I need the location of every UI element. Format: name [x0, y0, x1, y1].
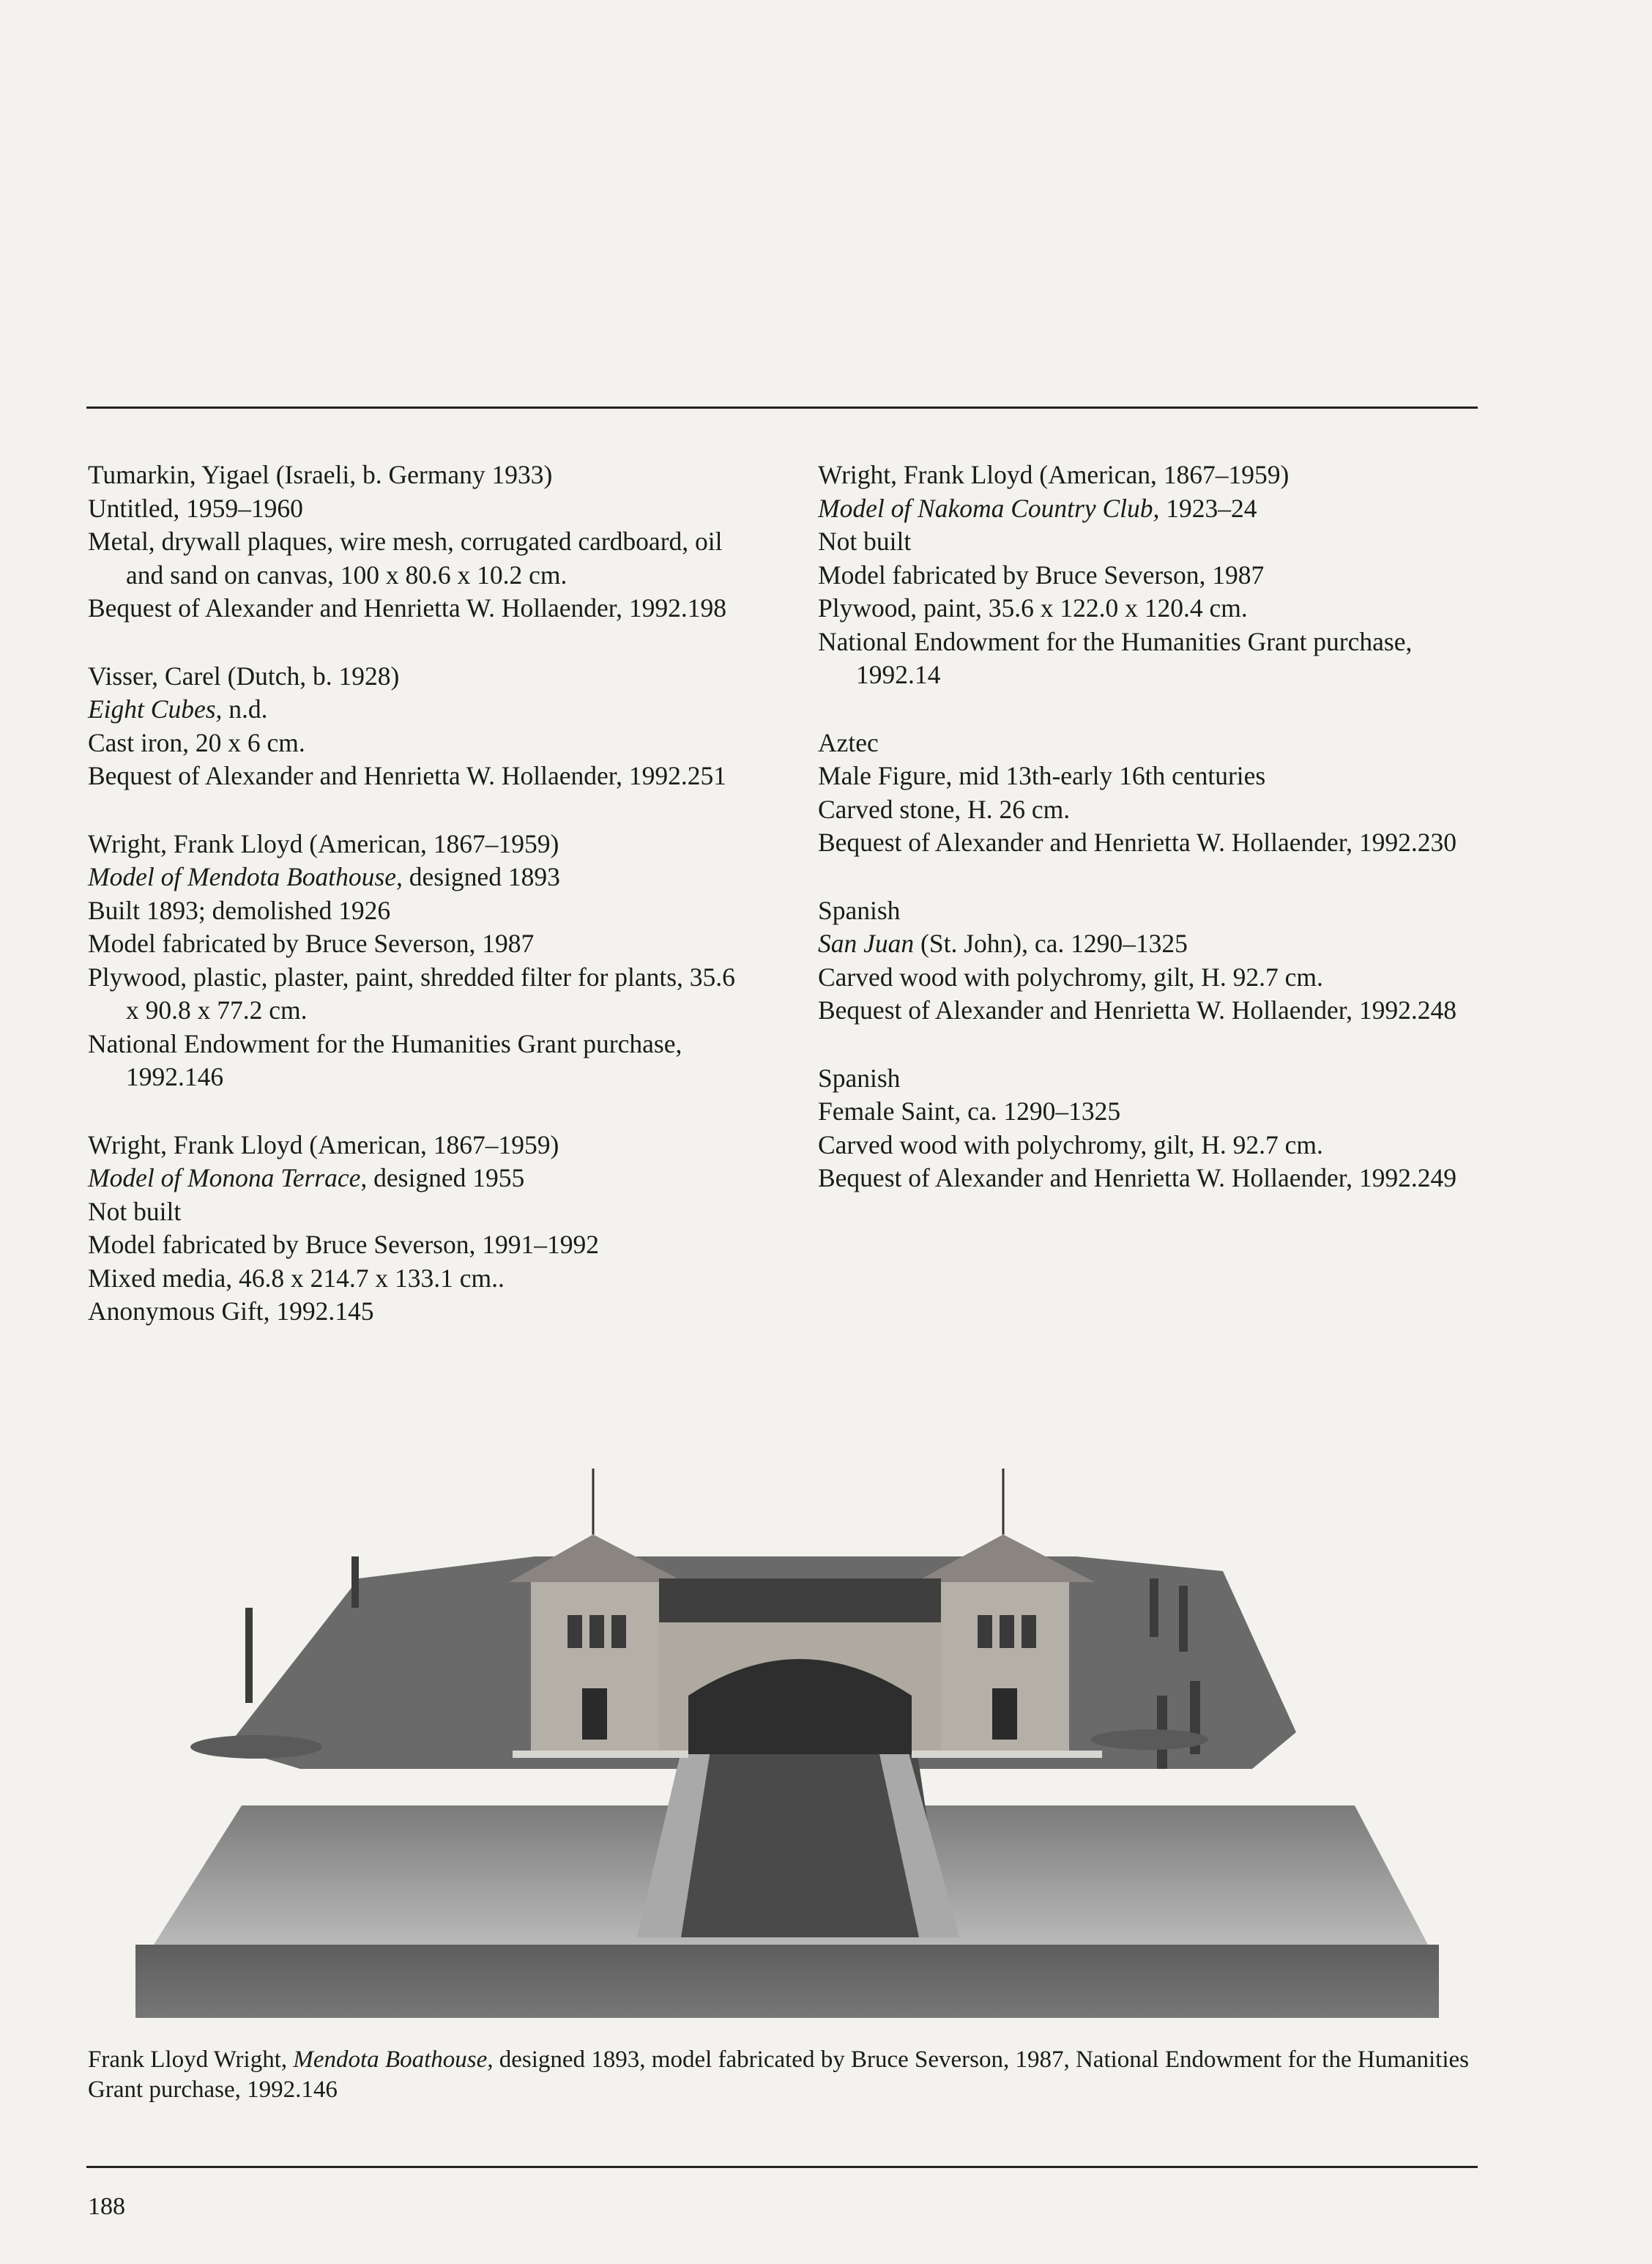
catalog-entry — [88, 1129, 747, 1329]
entry-title — [818, 492, 1477, 526]
entry-title: Untitled, 1959–1960 — [88, 493, 303, 523]
boathouse-model-photo — [124, 1454, 1450, 2025]
catalog-entry — [88, 459, 747, 626]
caption-prefix: Frank Lloyd Wright, — [88, 2046, 294, 2073]
entry-status: Built 1893; demolished 1926 — [88, 895, 391, 925]
entry-medium: Carved stone, H. 26 cm. — [818, 794, 1071, 824]
catalog-entry — [818, 459, 1477, 692]
entry-credit: Bequest of Alexander and Henrietta W. Hollaender, 1992.198 — [88, 593, 727, 623]
entry-credit: Bequest of Alexander and Henrietta W. Hollaender, 1992.248 — [818, 995, 1457, 1025]
entry-medium: Carved wood with polychromy, gilt, H. 92.7 cm. — [818, 1129, 1323, 1159]
entry-title-rest: designed 1893 — [402, 862, 560, 891]
entry-status: Not built — [88, 1196, 182, 1226]
entry-title-italic: Model of Nakoma Country Club, — [818, 493, 1160, 523]
entry-title: Male Figure, mid 13th-early 16th centuries — [818, 761, 1266, 790]
entry-title-rest: (St. John), ca. 1290–1325 — [914, 929, 1188, 958]
entry-title — [88, 693, 747, 727]
figure-caption — [88, 2045, 1479, 2105]
entry-medium: Cast iron, 20 x 6 cm. — [88, 727, 305, 757]
catalog-entry — [88, 660, 747, 793]
entry-artist: Aztec — [818, 727, 879, 757]
entry-title-rest: designed 1955 — [367, 1163, 525, 1192]
entry-fabrication: Model fabricated by Bruce Severson, 1987 — [88, 929, 535, 958]
caption-suffix: designed 1893, model fabricated by Bruce Severson, 1987, National Endowment for the Humanities Grant purchase, 1992.146 — [88, 2046, 1470, 2103]
entry-credit: Anonymous Gift, 1992.145 — [88, 1296, 374, 1326]
caption-title: Mendota Boathouse, — [293, 2046, 494, 2073]
catalog-entry — [818, 894, 1477, 1028]
entry-medium: Carved wood with polychromy, gilt, H. 92.7 cm. — [818, 962, 1323, 992]
entry-credit: Bequest of Alexander and Henrietta W. Hollaender, 1992.251 — [88, 761, 727, 790]
entry-medium: Mixed media, 46.8 x 214.7 x 133.1 cm.. — [88, 1263, 505, 1293]
entry-fabrication: Model fabricated by Bruce Severson, 1991–1992 — [88, 1230, 599, 1259]
entry-credit: National Endowment for the Humanities Grant purchase, 1992.14 — [818, 626, 1413, 689]
entry-title-rest: 1923–24 — [1159, 493, 1257, 523]
entry-title — [88, 1162, 747, 1195]
entry-title: Female Saint, ca. 1290–1325 — [818, 1096, 1121, 1126]
entry-credit: Bequest of Alexander and Henrietta W. Hollaender, 1992.249 — [818, 1163, 1457, 1192]
entry-fabrication: Model fabricated by Bruce Severson, 1987 — [818, 560, 1265, 590]
right-column — [818, 459, 1477, 1230]
entry-medium: Plywood, plastic, plaster, paint, shredded filter for plants, 35.6 x 90.8 x 77.2 cm. — [88, 962, 735, 1025]
entry-artist: Tumarkin, Yigael (Israeli, b. Germany 1933) — [88, 460, 553, 489]
entry-artist: Spanish — [818, 1063, 901, 1093]
entry-title-rest: n.d. — [222, 694, 268, 724]
entry-credit: Bequest of Alexander and Henrietta W. Hollaender, 1992.230 — [818, 828, 1457, 857]
entry-title-italic: San Juan — [818, 929, 915, 958]
entry-medium: Metal, drywall plaques, wire mesh, corrugated cardboard, oil and sand on canvas, 100 x 80.6 x 10.2 cm. — [88, 527, 723, 590]
catalog-entry — [88, 828, 747, 1094]
left-column — [88, 459, 747, 1363]
page-number: 188 — [88, 2193, 125, 2220]
entry-title — [88, 861, 747, 894]
entry-artist: Visser, Carel (Dutch, b. 1928) — [88, 661, 400, 691]
entry-artist: Wright, Frank Lloyd (American, 1867–1959) — [818, 460, 1290, 489]
catalog-entry — [818, 1062, 1477, 1195]
entry-title-italic: Model of Mendota Boathouse, — [88, 862, 403, 891]
entry-artist: Wright, Frank Lloyd (American, 1867–1959) — [88, 828, 559, 858]
top-rule — [86, 407, 1478, 409]
entry-artist: Wright, Frank Lloyd (American, 1867–1959) — [88, 1129, 559, 1159]
entry-title-italic: Eight Cubes, — [88, 694, 223, 724]
entry-title-italic: Model of Monona Terrace, — [88, 1163, 368, 1192]
entry-title — [818, 927, 1477, 961]
entry-status: Not built — [818, 527, 912, 556]
catalog-entry — [818, 727, 1477, 860]
entry-credit: National Endowment for the Humanities Grant purchase, 1992.146 — [88, 1028, 682, 1091]
entry-medium: Plywood, paint, 35.6 x 122.0 x 120.4 cm. — [818, 593, 1248, 623]
bottom-rule — [86, 2166, 1478, 2168]
entry-artist: Spanish — [818, 895, 901, 925]
